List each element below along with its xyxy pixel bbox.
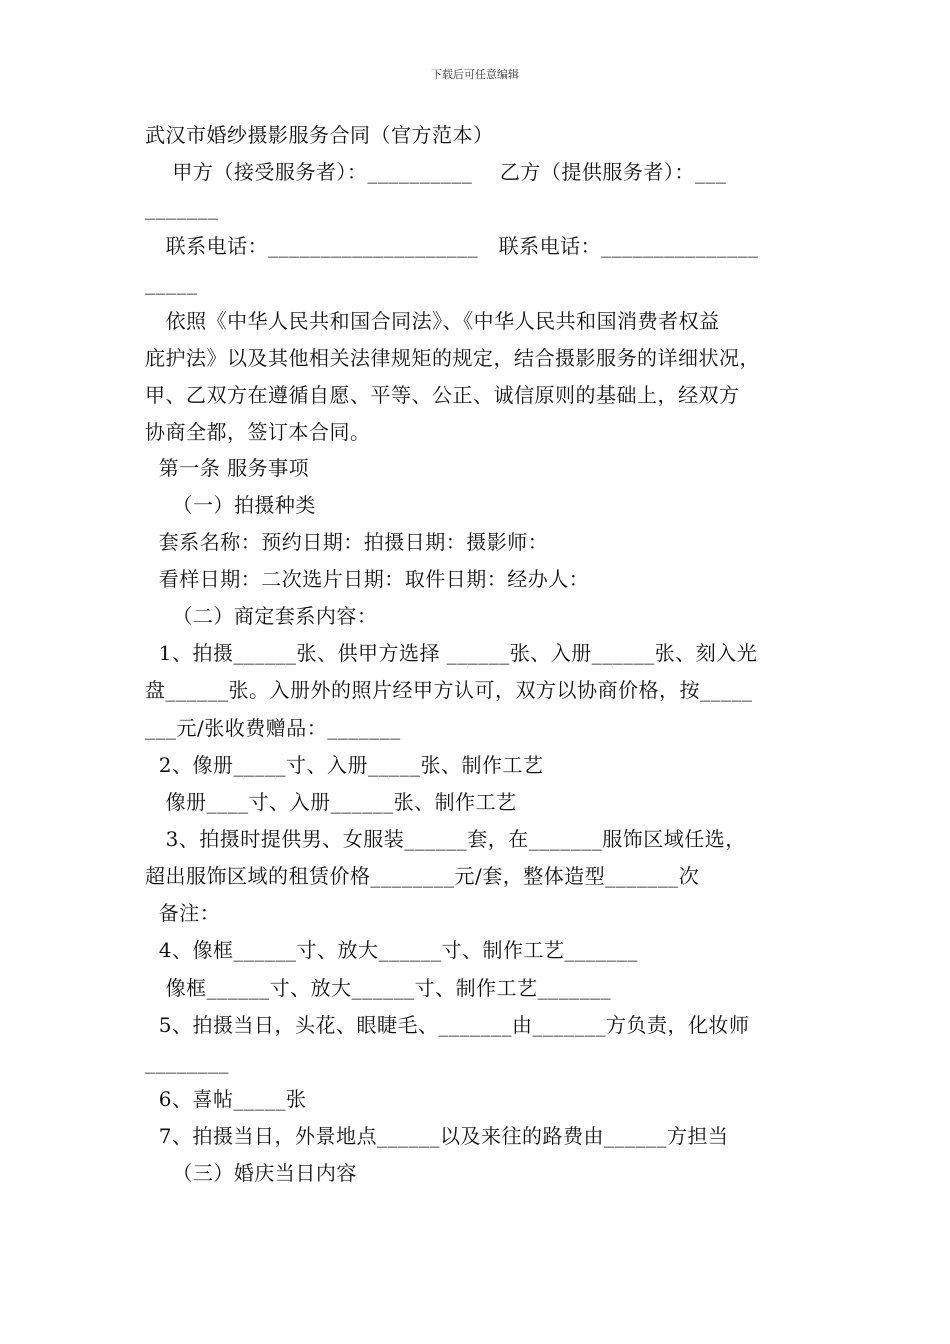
article-heading: 第一条 服务事项 xyxy=(145,456,310,480)
item-line: 1、拍摄______张、供甲方选择 ______张、入册______张、刻入光 xyxy=(145,641,758,665)
paragraph-line: 看样日期：二次选片日期：取件日期：经办人： xyxy=(145,567,590,591)
party-line: 甲方（接受服务者）：__________ 乙方（提供服务者）：___ xyxy=(145,160,727,184)
preamble-line: 甲、乙双方在遵循自愿、平等、公正、诚信原则的基础上，经双方 xyxy=(145,383,740,407)
item-line-cont: 超出服饰区域的租赁价格________元/套，整体造型_______次 xyxy=(145,864,700,888)
paragraph-line: 套系名称：预约日期：拍摄日期：摄影师： xyxy=(145,530,549,554)
item-line: 4、像框______寸、放大______寸、制作工艺_______ xyxy=(145,938,638,962)
section-heading: （三）婚庆当日内容 xyxy=(145,1161,357,1185)
contract-title: 武汉市婚纱摄影服务合同（官方范本） xyxy=(145,123,494,147)
item-line: 6、喜帖_____张 xyxy=(145,1087,307,1111)
phone-line: 联系电话：____________________ 联系电话：_______________ xyxy=(145,234,759,258)
item-line-cont: 盘______张。入册外的照片经甲方认可，双方以协商价格，按_____ xyxy=(145,678,753,702)
item-line: 2、像册_____寸、入册_____张、制作工艺 xyxy=(145,753,544,777)
note-label: 备注： xyxy=(145,901,221,925)
item-line-cont: ___元/张收费赠品：_______ xyxy=(145,716,401,740)
preamble-line: 依照《中华人民共和国合同法》、《中华人民共和国消费者权益 xyxy=(145,309,720,333)
section-heading: （一）拍摄种类 xyxy=(145,493,316,517)
page-header: 下载后可任意编辑 xyxy=(431,68,519,81)
item-line: 5、拍摄当日，头花、眼睫毛、_______由_______方负责，化妆师 xyxy=(145,1013,750,1037)
item-line: 像册____寸、入册______张、制作工艺 xyxy=(145,790,517,814)
party-line-cont: _______ xyxy=(145,196,219,220)
item-line-cont: ________ xyxy=(145,1050,229,1074)
phone-line-cont: _____ xyxy=(145,271,198,295)
item-line: 像框______寸、放大______寸、制作工艺_______ xyxy=(145,976,612,1000)
item-line: 3、拍摄时提供男、女服装______套，在_______服饰区域任选， xyxy=(145,827,746,851)
section-heading: （二）商定套系内容： xyxy=(145,604,378,628)
preamble-line: 协商全都，签订本合同。 xyxy=(145,420,371,444)
preamble-line: 庇护法》以及其他相关法律规矩的规定，结合摄影服务的详细状况， xyxy=(145,346,760,370)
item-line: 7、拍摄当日，外景地点______以及来往的路费由______方担当 xyxy=(145,1124,729,1148)
